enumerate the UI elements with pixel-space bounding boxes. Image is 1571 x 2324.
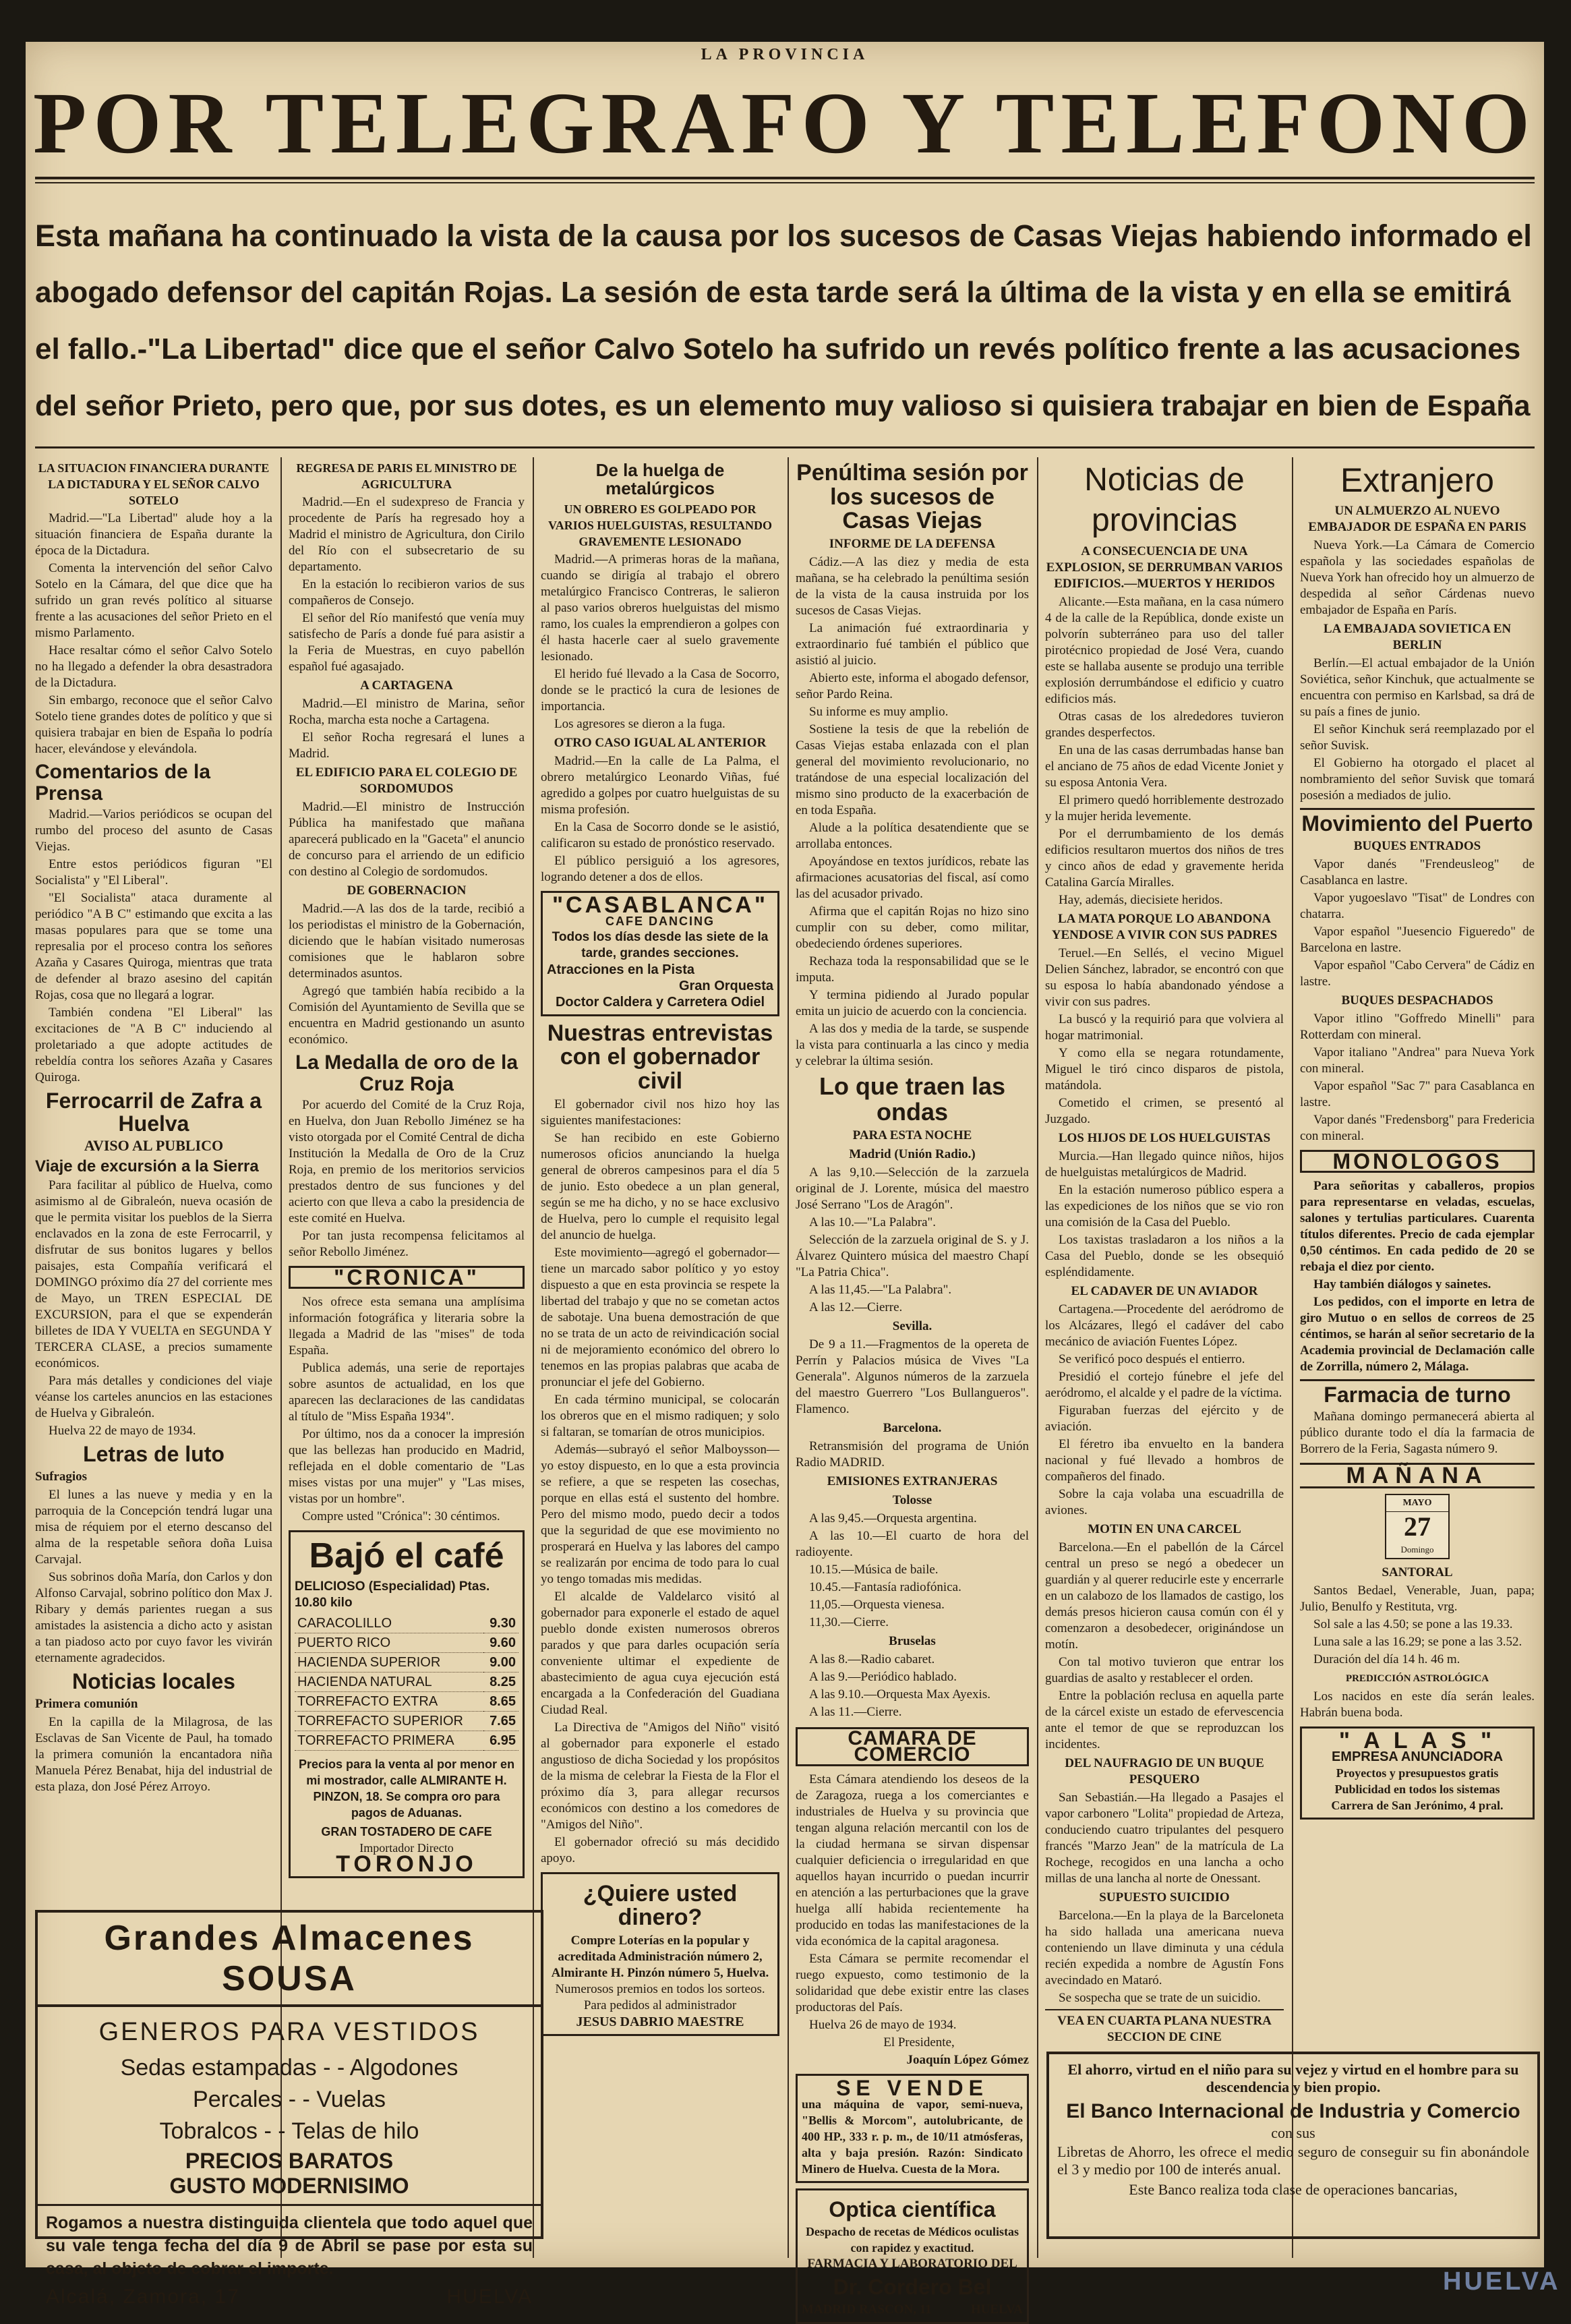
optica-advertisement (796, 2188, 1029, 2324)
article-paragraph: Cartagena.—Procedente del aeródromo de los Alcázares, llegó el cadáver del cabo mecánico de aviación Fuentes López. (1045, 1302, 1284, 1349)
alas-line: EMPRESA ANUNCIADORA (1331, 1749, 1504, 1765)
bank-line: con sus (1271, 2124, 1315, 2141)
optica-title: Optica científica (829, 2197, 996, 2221)
article-headline: REGRESA DE PARIS EL MINISTRO DE AGRICULTURA (296, 461, 517, 491)
optica-address: MADRID RASCON, 11 (802, 2302, 932, 2317)
article-paragraph: Madrid.—El ministro de Instrucción Pública ha manifestado que mañana aparecerá publicado en la "Gaceta" el anuncio de concurso para el arriendo de un edificio con destino al Colegio de sordomudos. (289, 800, 525, 879)
article-paragraph: Cometido el crimen, se presentó al Juzgado. (1045, 1096, 1284, 1126)
article-paragraph: Los nacidos en este día serán leales. Habrán buena boda. (1300, 1689, 1535, 1720)
bank-line: Este Banco realiza toda clase de operaciones bancarias, (1129, 2181, 1458, 2198)
headline-line: el fallo.-"La Libertad" dice que el señor Calvo Sotelo ha sufrido un revés político frente a las acusaciones (35, 332, 1521, 366)
article-paragraph: Madrid.—"La Libertad" alude hoy a la situación financiera de España durante la época de la Dictadura. (35, 511, 272, 558)
section-heading: Lo que traen las ondas (819, 1072, 1006, 1126)
calendar-month: MAYO (1386, 1495, 1448, 1512)
article-paragraph: Hay también diálogos y sainetes. (1313, 1277, 1491, 1291)
article-paragraph: En una de las casas derrumbadas hanse ban el anciano de 75 años de edad Vicente Joniet y su esposa Antonia Vera. (1045, 743, 1284, 790)
article-paragraph: Su informe es muy amplio. (809, 705, 949, 720)
article-paragraph: "El Socialista" ataca duramente al periódico "A B C" estimando que excita a las masas populares para que se tome una represalia por el proceso contra los señores Azaña y Casares Quiroga, mientras que trata de defender al brazo asesino del capitán Rojas, cosa que no llegará a lograr. (35, 891, 272, 1002)
sousa-line: Tobralcos - - Telas de hilo (159, 2118, 419, 2144)
section-heading: "CRONICA" (334, 1265, 479, 1289)
article-paragraph: Por tan justa recompensa felicitamos al señor Rebollo Jiménez. (289, 1229, 525, 1259)
subheading: MOTIN EN UNA CARCEL (1088, 1522, 1241, 1536)
article-paragraph: Nos ofrece esta semana una amplísima información fotográfica y literaria sobre la llegada a Madrid de las "mises" de toda España. (289, 1295, 525, 1358)
section-heading: Movimiento del Puerto (1300, 808, 1535, 836)
optica-line: FARMACIA Y LABORATORIO DEL (807, 2257, 1017, 2271)
article-paragraph: Luna sale a las 16.29; se pone a las 3.52. (1313, 1635, 1522, 1650)
radio-entry: 10.45.—Fantasía radiofónica. (809, 1579, 961, 1594)
cronica-title-box (289, 1266, 525, 1289)
radio-entry: 11,05.—Orquesta vienesa. (809, 1597, 945, 1612)
cafe-item-price: 9.60 (483, 1633, 518, 1652)
section-heading: Noticias locales (72, 1668, 235, 1693)
subheading: LOS HIJOS DE LOS HUELGUISTAS (1058, 1131, 1271, 1145)
lottery-owner: JESUS DABRIO MAESTRE (576, 2014, 744, 2030)
cafe-price-row (295, 1633, 518, 1652)
subheading: PARA ESTA NOCHE (852, 1128, 972, 1142)
article-paragraph: La animación fué extraordinaria y extraordinario fué también el público que asistió al juicio. (796, 621, 1029, 668)
article-paragraph: Huelva 22 de mayo de 1934. (49, 1424, 196, 1439)
article-paragraph: Los pedidos, con el importe en letra de giro Mutuo o en sellos de correos de 25 céntimos, se harán al señor secretario de la Academia provincial de Declamación calle de Zorrilla, número 2, Málaga. (1300, 1294, 1535, 1374)
article-paragraph: Agregó que también había recibido a la Comisión del Ayuntamiento de Sevilla que se encuentra en Madrid gestionando un asunto económico. (289, 984, 525, 1047)
article-paragraph: El Presidente, (883, 2035, 955, 2050)
article-paragraph: El lunes a las nueve y media y en la parroquia de la Concepción tendrá lugar una misa de réquiem por el eterno descanso del alma de la respetable señora doña Luisa Carvajal. (35, 1487, 272, 1567)
column-6 (1300, 457, 1535, 2035)
article-paragraph: Sobre la caja volaba una escuadrilla de aviones. (1045, 1487, 1284, 1517)
newspaper-page (26, 42, 1544, 2317)
sousa-line: Sedas estampadas - - Algodones (120, 2055, 458, 2081)
article-paragraph: Apoyándose en textos jurídicos, rebate las afirmaciones acusatorias del fiscal, así como las del acusador privado. (796, 854, 1029, 902)
subheading: PREDICCIÓN ASTROLÓGICA (1345, 1673, 1489, 1685)
casablanca-subtitle: CAFE DANCING (605, 914, 715, 928)
column-divider (1292, 457, 1293, 2258)
for-sale-title: SE VENDE (836, 2075, 988, 2100)
optica-doctor: Dr. Cordero Bel (833, 2275, 992, 2300)
subheading: Barcelona. (883, 1420, 942, 1435)
subheading: LA EMBAJADA SOVIETICA EN BERLIN (1323, 622, 1512, 652)
article-paragraph: Comenta la intervención del señor Calvo Sotelo en la Cámara, del que dice que ha sufrido un gran revés político al situarse frente a las acusaciones del señor Prieto en el mismo Parlamento. (35, 561, 272, 640)
radio-entry: A las 9,45.—Orquesta argentina. (809, 1511, 977, 1526)
casablanca-line: Gran Orquesta (678, 978, 773, 993)
lottery-text: Compre Loterías en la popular y acreditada Administración número 2, Almirante H. Pinzón número 5, Huelva. (551, 1934, 769, 1981)
article-paragraph: Barcelona.—En la playa de la Barceloneta ha sido hallada una americana nueva conteniendo un llave diminuta y una cédula recién expedida a nombre de Agustín Fons avecindado en Mataró. (1045, 1909, 1284, 1987)
subheading: EMISIONES EXTRANJERAS (827, 1474, 998, 1488)
subheading: LA MATA PORQUE LO ABANDONA YENDOSE A VIVIR CON SUS PADRES (1051, 912, 1278, 942)
cafe-price-row (295, 1652, 518, 1672)
article-paragraph: Barcelona.—En el pabellón de la Cárcel central un preso se negó a obedecer un guardián y al querer reducirle este y encerrarle en un calabozo de los llamados de castigo, los demás presos hicieron causa común con él y comenzaron a desobedecer, originándose un motín. (1045, 1540, 1284, 1652)
main-headline (35, 208, 1535, 434)
article-paragraph: Madrid.—En la calle de La Palma, el obrero metalúrgico Leonardo Viñas, fué agredido a golpes por cuatro huelguistas de su misma profesión. (541, 753, 779, 817)
section-heading: Letras de luto (83, 1442, 225, 1467)
radio-entry: A las 10.—El cuarto de hora del radioyente. (796, 1528, 1029, 1559)
for-sale-text: una máquina de vapor, semi-nueva, "Bellis & Morcom", autolubricante, de 400 HP., 333 r. p. m., de 10/11 atmósferas, alta y baja presión. Razón: Sindicato Minero de Huelva. Cuesta de la Mora. (802, 2097, 1023, 2176)
article-paragraph: Sostiene la tesis de que la rebelión de Casas Viejas estaba enlazada con el plan general del movimiento revolucionario, no tratándose de una especial localización del mismo sino producto de la exacerbación de en toda España. (796, 722, 1029, 818)
article-paragraph: El herido fué llevado a la Casa de Socorro, donde se le practicó la cura de lesiones de importancia. (541, 666, 779, 714)
article-paragraph: En la estación lo recibieron varios de sus compañeros de Consejo. (289, 577, 525, 608)
ship-entry: Vapor danés "Fredensborg" para Fredericia con mineral. (1300, 1112, 1535, 1143)
calendar-day: 27 (1404, 1511, 1431, 1542)
sousa-line: Percales - - Vuelas (193, 2087, 386, 2112)
subheading: UN ALMUERZO AL NUEVO EMBAJADOR DE ESPAÑA EN PARIS (1308, 504, 1526, 534)
article-paragraph: La Directiva de "Amigos del Niño" visitó al gobernador para exponerle el estado angustioso de dicha Sociedad y los propósitos de la misma de celebrar la Fiesta de la Flor el próximo día 3, para allegar recursos económicos con destino a los comedores de "Amigos del Niño". (541, 1720, 779, 1832)
cafe-ad-note: Precios para la venta al por menor en mi mostrador, calle ALMIRANTE H. PINZON, 18. Se compra oro para pagos de Aduanas. (298, 1757, 515, 1820)
article-paragraph: Murcia.—Han llegado quince niños, hijos de huelguistas metalúrgicos de Madrid. (1045, 1149, 1284, 1180)
article-paragraph: Berlín.—El actual embajador de la Unión Soviética, señor Kinchuk, que actualmente se encuentra con permiso en Karlsbad, sa drá de su país a fines de junio. (1300, 656, 1535, 719)
subheading: OTRO CASO IGUAL AL ANTERIOR (554, 735, 767, 750)
ship-entry: Vapor italiano "Andrea" para Nueva York con mineral. (1300, 1045, 1535, 1076)
column-1 (35, 457, 272, 1900)
cafe-owner-label: Importador Directo (359, 1840, 454, 1855)
alas-line: Publicidad en todos los sistemas (1334, 1782, 1500, 1797)
radio-entry: A las 8.—Radio cabaret. (809, 1652, 935, 1666)
optica-city: HUELVA (970, 2302, 1023, 2317)
article-paragraph: Alicante.—Esta mañana, en la casa número 4 de la calle de la República, donde existe un polvorín subterráneo para uso del taller pirotécnico propiedad de José Vera, cuando este se hallaba ausente se produjo una terrible explosión derrumbándose el edificio y cuatro edificios más. (1045, 595, 1284, 706)
article-paragraph: Para más detalles y condiciones del viaje véanse los carteles anuncios en las estaciones de Huelva y Gibraleón. (35, 1374, 272, 1421)
section-heading: Noticias de provincias (1084, 462, 1245, 538)
subheading: A CONSECUENCIA DE UNA EXPLOSION, SE DERRUMBAN VARIOS EDIFICIOS.—MUERTOS Y HERIDOS (1046, 544, 1283, 591)
section-heading: Comentarios de la Prensa (35, 761, 211, 805)
cafe-item-name: CARACOLILLO (295, 1614, 483, 1633)
bank-line: Libretas de Ahorro, les ofrece el medio seguro de conseguir su fin abonándole el 3 y medio por 100 de interés anual. (1057, 2143, 1529, 2178)
subheading: Madrid (Unión Radio.) (849, 1146, 976, 1161)
article-paragraph: A las dos y media de la tarde, se suspende la vista para continuarla a las cinco y media y celebrar la última sesión. (796, 1022, 1029, 1069)
column-5 (1045, 457, 1284, 2044)
article-paragraph: Se han recibido en este Gobierno numerosos oficios anunciando la huelga general de obreros campesinos para el día 5 de junio. Esto obedece a un plan general, según se me ha dicho, y no se hace exclusivo de Huelva, pero lo cumple el requisito legal del anuncio de huelga. (541, 1130, 779, 1242)
article-paragraph: Figuraban fuerzas del ejército y de aviación. (1045, 1403, 1284, 1434)
article-paragraph: El Gobierno ha otorgado el placet al nombramiento del señor Suvisk que tomará posesión a mediados de julio. (1300, 756, 1535, 803)
sousa-notice: Rogamos a nuestra distinguida clientela que todo aquel que su vale tenga fecha del día 9 de Abril se pase por esta su casa, al objeto de cobrar el importe. (38, 2204, 541, 2286)
masthead-rule (35, 177, 1535, 179)
sousa-subtitle: GENEROS PARA VESTIDOS (98, 2018, 480, 2046)
article-paragraph: La buscó y la requirió para que volviera al hogar matrimonial. (1045, 1012, 1284, 1043)
casablanca-advertisement (541, 891, 779, 1016)
monologos-title-box (1300, 1150, 1535, 1173)
bank-line: El ahorro, virtud en el niño para su vejez y virtud en el hombre para su descendencia y bien propio. (1067, 2061, 1519, 2095)
subheading: BUQUES DESPACHADOS (1341, 993, 1493, 1008)
article-paragraph: El gobernador ofreció su más decidido apoyo. (541, 1834, 779, 1865)
section-heading: MONOLOGOS (1332, 1149, 1502, 1173)
cafe-item-name: HACIENDA NATURAL (295, 1672, 483, 1691)
article-paragraph: El señor Rocha regresará el lunes a Madrid. (289, 730, 525, 761)
cafe-price-row (295, 1614, 518, 1633)
article-paragraph: San Sebastián.—Ha llegado a Pasajes el vapor carbonero "Lolita" propiedad de Arteza, conduciendo cuatro tripulantes del pesquero francés "Marzo Jean" de la matrícula de La Rochege, recogidos en una lancha a ocho millas de una lancha al norte de Onessant. (1045, 1791, 1284, 1886)
article-paragraph: En cada término municipal, se colocarán los obreros que en el mismo radiquen; y solo si faltaran, se tomarían de otros municipios. (541, 1392, 779, 1439)
article-paragraph: Madrid.—A las dos de la tarde, recibió a los periodistas el ministro de la Gobernación, diciendo que le habían visitado numerosas comisiones que le hablaron sobre determinados asuntos. (289, 902, 525, 981)
casablanca-line: Todos los días desde las siete de la tarde, grandes secciones. (552, 929, 769, 960)
cafe-ad-header: DELICIOSO (Especialidad) Ptas. 10.80 kilo (295, 1579, 490, 1610)
article-paragraph: Y termina pidiendo al Jurado popular emita un juicio de acuerdo con la conciencia. (796, 988, 1029, 1019)
calendar-icon (1385, 1494, 1450, 1559)
ship-entry: Vapor español "Juesencio Figueredo" de Barcelona en lastre. (1300, 924, 1535, 955)
masthead-title: POR TELEGRAFO Y TELEFONO (32, 75, 1537, 172)
subheading: A CARTAGENA (360, 678, 453, 693)
cafe-shop-name: GRAN TOSTADERO DE CAFE (321, 1824, 492, 1838)
radio-entry: De 9 a 11.—Fragmentos de la opereta de Perrín y Palacios música de Vives "La Generala". Algunos números de la zarzuela del maestro Guerrero "Los Bullangueros". Flamenco. (796, 1337, 1029, 1416)
section-heading: CAMARA DE COMERCIO (848, 1726, 977, 1766)
article-paragraph: Por el derrumbamiento de los demás edificios resultaron muertos dos niños de tres y cinco años de edad y gravemente herida Catalina García Miralles. (1045, 827, 1284, 890)
subheading: Sevilla. (892, 1318, 932, 1333)
article-paragraph: También condena "El Liberal" las excitaciones de "A B C" induciendo al proletariado a que adopte actitudes de rebeldía contra los señores Azaña y Casares Quiroga. (35, 1006, 272, 1084)
article-paragraph: El primero quedó horriblemente destrozado y la mujer herida levemente. (1045, 793, 1284, 823)
article-paragraph: Además—subrayó el señor Malboysson—yo estoy dispuesto, en lo que a esta provincia se refiere, a que se respeten las cosechas, porque en ellas está el sustento del hombre. Pero del mismo modo, puedo decir a todos que la seguridad de que ese movimiento no prosperará en Huelva y las labores del campo se realizarán por encima de todo para lo cual yo tengo tomadas mis medidas. (541, 1442, 779, 1586)
ship-entry: Vapor español "Sac 7" para Casablanca en lastre. (1300, 1078, 1535, 1109)
article-paragraph: Madrid.—A primeras horas de la mañana, cuando se dirigía al trabajo el obrero metalúrgico Francisco Contreras, le salieron al paso varios obreros huelguistas del mismo ramo, los cuales la emprendieron a golpes con él hasta hacerle caer al suelo gravemente lesionado. (541, 552, 779, 664)
lottery-text: Numerosos premios en todos los sorteos. Para pedidos al administrador (555, 1982, 765, 2013)
cafe-owner: TORONJO (336, 1851, 477, 1877)
article-paragraph: Compre usted "Crónica": 30 céntimos. (302, 1509, 500, 1523)
radio-entry: A las 9,10.—Selección de la zarzuela original de J. Lorente, música del maestro José Serrano "Los de Aragón". (796, 1165, 1029, 1212)
article-paragraph: Los taxistas trasladaron a los niños a la Casa del Pueblo, donde se les obsequió espléndidamente. (1045, 1233, 1284, 1279)
cafe-price-row (295, 1672, 518, 1691)
column-divider (1037, 457, 1038, 2258)
article-paragraph: Alude a la política desatendiente que se arrollaba entonces. (796, 821, 1029, 852)
subheading: Tolosse (892, 1492, 932, 1507)
subheading: BUQUES ENTRADOS (1353, 838, 1481, 853)
column-2 (289, 457, 525, 1907)
article-paragraph: Publica además, una serie de reportajes sobre asuntos de actualidad, en los que aparecen las declaraciones de las candidatas al título de "Miss España 1934". (289, 1361, 525, 1424)
sousa-city: HUELVA (446, 2286, 533, 2308)
cafe-price-row (295, 1731, 518, 1750)
column-3 (541, 457, 779, 2224)
ship-entry: Vapor itlino "Goffredo Minelli" para Rotterdam con mineral. (1300, 1011, 1535, 1042)
article-paragraph: Se sospecha que se trate de un suicidio. (1059, 1991, 1261, 2005)
article-paragraph: En la Casa de Socorro donde se le asistió, calificaron su estado de pronóstico reservado. (541, 819, 779, 850)
cafe-price-table (295, 1614, 518, 1751)
calendar (1300, 1494, 1535, 1559)
cinema-notice: VEA EN CUARTA PLANA NUESTRA SECCION DE CINE (1045, 2009, 1284, 2045)
ship-entry: Vapor yugoeslavo "Tisat" de Londres con chatarra. (1300, 890, 1535, 921)
radio-entry: Selección de la zarzuela original de S. y J. Álvarez Quintero música del maestro Chapí "La Patria Chica". (796, 1232, 1029, 1279)
cafe-ad-title: Bajó el café (309, 1536, 504, 1575)
section-heading: La Medalla de oro de la Cruz Roja (295, 1051, 518, 1095)
article-paragraph: Abierto este, informa el abogado defensor, señor Pardo Reina. (796, 671, 1029, 702)
casablanca-title: "CASABLANCA" (552, 892, 769, 918)
radio-entry: 10.15.—Música de baile. (809, 1562, 939, 1577)
cafe-item-name: PUERTO RICO (295, 1633, 483, 1652)
article-paragraph: Sin embargo, reconoce que el señor Calvo Sotelo tiene grandes dotes de político y que si quisiera trabajar en bien de España lo podría hacer, elevándose y elevándola. (35, 693, 272, 756)
article-paragraph: Por acuerdo del Comité de la Cruz Roja, en Huelva, don Juan Rebollo Jiménez se ha visto otorgada por el Comité Central de dicha Institución la Medalla de Oro de la Cruz Roja, en premio de los meritorios servicios prestados dentro de sus funciones y del acierto con que lleva a cabo la presidencia de este comité en Huelva. (289, 1098, 525, 1225)
article-paragraph: Mañana domingo permanecerá abierta al público durante todo el día la farmacia de Borrero de la Feria, Sagasta número 9. (1300, 1410, 1535, 1457)
article-paragraph: Duración del día 14 h. 46 m. (1313, 1652, 1460, 1667)
article-paragraph: El féretro iba envuelto en la bandera nacional y fué llevado a hombros de compañeros del finado. (1045, 1437, 1284, 1484)
headline-line: abogado defensor del capitán Rojas. La sesión de esta tarde será la última de la vista y en ella se emitirá (35, 276, 1511, 309)
headline-rule (35, 446, 1535, 448)
article-paragraph: Afirma que el capitán Rojas no hizo sino cumplir con su deber, como militar, obedeciendo órdenes superiores. (796, 904, 1029, 952)
cafe-price-row (295, 1711, 518, 1731)
bank-advertisement (1046, 2052, 1540, 2239)
article-paragraph: Otras casas de los alrededores tuvieron grandes desperfectos. (1045, 709, 1284, 740)
cafe-advertisement (289, 1530, 525, 1878)
radio-entry: Retransmisión del programa de Unión Radio MADRID. (796, 1439, 1029, 1470)
article-paragraph: Para señoritas y caballeros, propios para representarse en veladas, escuelas, salones y tertulias particulares. Cuarenta títulos diferentes. Precio de cada ejemplar 0,50 céntimos. En cada pedido de 20 se rebaja el diez por ciento. (1300, 1178, 1535, 1274)
article-paragraph: Madrid.—El ministro de Marina, señor Rocha, marcha esta noche a Cartagena. (289, 697, 525, 727)
article-paragraph: Entre estos periódicos figuran "El Socialista" y "El Liberal". (35, 857, 272, 888)
article-headline: LA SITUACION FINANCIERA DURANTE LA DICTADURA Y EL SEÑOR CALVO SOTELO (38, 461, 270, 507)
article-paragraph: Con tal motivo tuvieron que entrar los guardias de asalto y restablecer el orden. (1045, 1655, 1284, 1685)
cafe-item-price: 6.95 (483, 1731, 518, 1750)
subheading: UN OBRERO ES GOLPEADO POR VARIOS HUELGUISTAS, RESULTANDO GRAVEMENTE LESIONADO (548, 502, 772, 548)
article-signature: Joaquín López Gómez (906, 2052, 1029, 2067)
article-paragraph: Hay, además, diecisiete heridos. (1059, 893, 1223, 907)
for-sale-advertisement (796, 2074, 1029, 2183)
archive-stamp: HUELVA (1443, 2267, 1561, 2296)
radio-entry: A las 9.10.—Orquesta Max Ayexis. (809, 1687, 990, 1702)
sousa-line: GUSTO MODERNISIMO (169, 2174, 409, 2198)
radio-entry: 11,30.—Cierre. (809, 1615, 889, 1629)
article-paragraph: El público persiguió a los agresores, logrando detener a dos de ellos. (541, 853, 779, 884)
masthead-rule-thin (35, 182, 1535, 183)
cafe-item-price: 9.30 (483, 1614, 518, 1633)
article-paragraph: Madrid.—Varios periódicos se ocupan del rumbo del proceso del asunto de Casas Viejas. (35, 807, 272, 854)
subheading: Sufragios (35, 1469, 88, 1484)
article-paragraph: El señor Kinchuk será reemplazado por el señor Suvisk. (1300, 722, 1535, 753)
article-paragraph: Nueva York.—La Cámara de Comercio española y las sociedades españolas de Nueva York han ofrecido hoy un almuerzo de despedida al señor Cárdenas nuevo embajador de España en París. (1300, 538, 1535, 617)
article-paragraph: Santos Bedael, Venerable, Juan, papa; Julio, Benulfo y Restituta, vrg. (1300, 1584, 1535, 1615)
article-paragraph: Teruel.—En Sellés, el vecino Miguel Delien Sánchez, labrador, se encontró con que su esposa lo había abandonado yéndose a vivir con sus padres. (1045, 946, 1284, 1009)
cafe-item-name: HACIENDA SUPERIOR (295, 1652, 483, 1672)
cafe-item-name: TORREFACTO EXTRA (295, 1691, 483, 1711)
article-paragraph: Presidió el cortejo fúnebre el jefe del aeródromo, el alcalde y el padre de la víctima. (1045, 1370, 1284, 1400)
radio-entry: A las 12.—Cierre. (809, 1300, 903, 1314)
sousa-advertisement (35, 1910, 543, 2308)
radio-entry: A las 11,45.—"La Palabra". (809, 1282, 952, 1297)
cafe-price-row (295, 1691, 518, 1711)
headline-line: Esta mañana ha continuado la vista de la causa por los sucesos de Casas Viejas habiendo informado el (35, 219, 1532, 253)
headline-line: del señor Prieto, pero que, por sus dotes, es un elemento muy valioso si quisiera trabajar en bien de España (35, 390, 1531, 422)
subheading: Bruselas (889, 1633, 936, 1648)
section-heading: MAÑANA (1300, 1463, 1535, 1488)
article-paragraph: El gobernador civil nos hizo hoy las siguientes manifestaciones: (541, 1097, 779, 1128)
subheading: SANTORAL (1382, 1565, 1453, 1580)
calendar-weekday: Domingo (1400, 1544, 1434, 1555)
alas-line: Carrera de San Jerónimo, 4 pral. (1331, 1799, 1504, 1813)
alas-line: Proyectos y presupuestos gratis (1336, 1766, 1499, 1780)
paper-name: LA PROVINCIA (701, 46, 869, 63)
section-heading: Ferrocarril de Zafra a Huelva (45, 1088, 262, 1136)
cafe-item-price: 9.00 (483, 1652, 518, 1672)
article-paragraph: Sol sale a las 4.50; se pone a las 19.33. (1313, 1617, 1513, 1632)
ship-entry: Vapor danés "Frendeusleog" de Casablanca en lastre. (1300, 856, 1535, 888)
article-paragraph: El señor del Río manifestó que venía muy satisfecho de París a donde fué para asistir a la Feria de Muestras, en cuyo pabellón español fué agasajado. (289, 611, 525, 674)
radio-entry: A las 10.—"La Palabra". (809, 1215, 937, 1229)
lottery-title: ¿Quiere usted dinero? (583, 1880, 738, 1931)
article-paragraph: Entre la población reclusa en aquella parte de la cárcel existe un estado de efervescencia ante el temor de que se reproduzcan los incidentes. (1045, 1689, 1284, 1751)
lottery-advertisement (541, 1872, 779, 2036)
cafe-item-name: TORREFACTO PRIMERA (295, 1731, 483, 1750)
subheading: SUPUESTO SUICIDIO (1099, 1890, 1230, 1905)
article-paragraph: El alcalde de Valdelarco visitó al gobernador para exponerle el estado de aquel pueblo donde existen numerosos obreros parados y que para darles ocupación sería conveniente ultimar el expediente de abastecimiento de agua cuya ejecución está encargada a la Confederación del Guadiana Ciudad Real. (541, 1589, 779, 1717)
sousa-address: Alcalá, Zamora, 17 (46, 2286, 240, 2308)
subheading: INFORME DE LA DEFENSA (829, 537, 996, 552)
column-divider (788, 457, 789, 2258)
cafe-item-price: 8.25 (483, 1672, 518, 1691)
article-paragraph: Esta Cámara se permite recomendar el ruego expuesto, como testimonio de la solidaridad que debe existir entre las clases productoras del País. (796, 1951, 1029, 2014)
camara-title-box (796, 1727, 1029, 1766)
sousa-line: PRECIOS BARATOS (185, 2149, 394, 2173)
article-paragraph: Rechaza toda la responsabilidad que se le imputa. (796, 954, 1029, 985)
article-paragraph: Este movimiento—agregó el gobernador—tiene un marcado sabor político y yo estoy dispuesto a que en esta provincia se respete la libertad del trabajo y que no se cometan actos de sabotaje. Una buena demostración de que no se trata de un acto de reivindicación social ni de mejoramiento económico del obrero lo tenemos en las propias palabras que acaba de pronunciar el jefe del Gobierno. (541, 1245, 779, 1389)
cafe-item-price: 7.65 (483, 1711, 518, 1731)
article-paragraph: En la estación numeroso público espera a las expediciones de los niños que se vio ron una comisión de la Casa del Pueblo. (1045, 1183, 1284, 1229)
article-paragraph: Esta Cámara atendiendo los deseos de la de Zaragoza, ruega a los comerciantes e industriales de Huelva y su provincia que tengan alguna relación mercantil con los de la ciudad hermana se sirvan dispensar cualquier deficiencia o irregularidad en que aquellos hayan incurrido o puedan incurrir en atención a las perturbaciones que la grave huelga allí habida recientemente ha producido en todas las manifestaciones de la vida económica de la capital aragonesa. (796, 1772, 1029, 1948)
article-headline: De la huelga de metalúrgicos (595, 460, 725, 499)
article-paragraph: Sus sobrinos doña María, don Carlos y don Alfonso Carvajal, sobrino político don Max J. Ribary y demás parientes ruegan a sus amistades la asistencia a dicho acto y asistan a tan piadoso acto por cuyo favor les vivirán eternamente agradecidos. (35, 1569, 272, 1665)
subheading: AVISO AL PUBLICO (84, 1137, 224, 1155)
subheading: EL CADAVER DE UN AVIADOR (1071, 1284, 1258, 1298)
article-paragraph: Por último, nos da a conocer la impresión que las bellezas han producido en Madrid, reflejada en el doble comentario de "Las mises vistas por una mujer" y "Las mises, vistas por un hombre". (289, 1427, 525, 1506)
subheading: Primera comunión (35, 1696, 138, 1711)
article-paragraph: Para facilitar al público de Huelva, como asimismo al de Gibraleón, nueva ocasión de que le permita visitar los pueblos de la Sierra enclavados en la zona de este Ferrocarril, y disfrutar de sus bonitos lugares y bellos paisajes, esta Compañía verificará el DOMINGO próximo día 27 del corriente mes de Mayo, un TREN ESPECIAL DE EXCURSION, para el que se expenderán billetes de IDA Y VUELTA en SEGUNDA Y TERCERA CLASE, a precios sumamente económicos. (35, 1178, 272, 1371)
section-heading: Nuestras entrevistas con el gobernador civil (547, 1020, 773, 1094)
article-paragraph: Cádiz.—A las diez y media de esta mañana, se ha celebrado la penúltima sesión de la vista de la causa instruida por los sucesos de Casas Viejas. (796, 555, 1029, 618)
article-headline: Penúltima sesión por los sucesos de Casas Viejas (796, 460, 1028, 534)
subheading: DE GOBERNACION (347, 883, 467, 898)
article-paragraph: Huelva 26 de mayo de 1934. (809, 2017, 957, 2032)
radio-entry: A las 11.—Cierre. (809, 1704, 902, 1719)
article-paragraph: En la capilla de la Milagrosa, de las Esclavas de San Vicente de Paul, ha tomado la primera comunión la encantadora niña Manuela Pérez Benabat, hija del industrial de esta plaza, don José Pérez Arroyo. (35, 1714, 272, 1794)
subheading: DEL NAUFRAGIO DE UN BUQUE PESQUERO (1065, 1756, 1264, 1786)
ship-entry: Vapor español "Cabo Cervera" de Cádiz en lastre. (1300, 958, 1535, 989)
cafe-item-price: 8.65 (483, 1691, 518, 1711)
alas-title: " A L A S " (1338, 1728, 1496, 1754)
subheading: EL EDIFICIO PARA EL COLEGIO DE SORDOMUDOS (295, 765, 518, 796)
article-paragraph: Los agresores se dieron a la fuga. (554, 716, 725, 731)
article-paragraph: Y como ella se negara rotundamente, Miguel le tiró cinco disparos de pistola, matándola. (1045, 1046, 1284, 1093)
cafe-item-name: TORREFACTO SUPERIOR (295, 1711, 483, 1731)
article-paragraph: Madrid.—En el sudexpreso de Francia y procedente de París ha regresado hoy a Madrid el ministro de Agricultura, don Cirilo del Río con el subsecretario de su departamento. (289, 495, 525, 574)
section-heading: Viaje de excursión a la Sierra (35, 1157, 259, 1176)
article-paragraph: Se verificó poco después el entierro. (1059, 1352, 1245, 1366)
casablanca-line: Atracciones en la Pista (547, 962, 694, 977)
sousa-title: Grandes Almacenes SOUSA (38, 1913, 541, 2007)
optica-line: Despacho de recetas de Médicos oculistas con rapidez y exactitud. (805, 2225, 1019, 2255)
section-heading: Extranjero (1340, 461, 1494, 499)
article-paragraph: Hace resaltar cómo el señor Calvo Sotelo no ha llegado a defender la obra desastradora de la Dictadura. (35, 643, 272, 690)
casablanca-line: Doctor Caldera y Carretera Odiel (555, 994, 765, 1010)
bank-name: El Banco Internacional de Industria y Comercio (1066, 2100, 1520, 2122)
section-heading: Farmacia de turno (1300, 1379, 1535, 1407)
alas-advertisement (1300, 1726, 1535, 1820)
radio-entry: A las 9.—Periódico hablado. (809, 1669, 957, 1684)
column-4 (796, 457, 1029, 2317)
